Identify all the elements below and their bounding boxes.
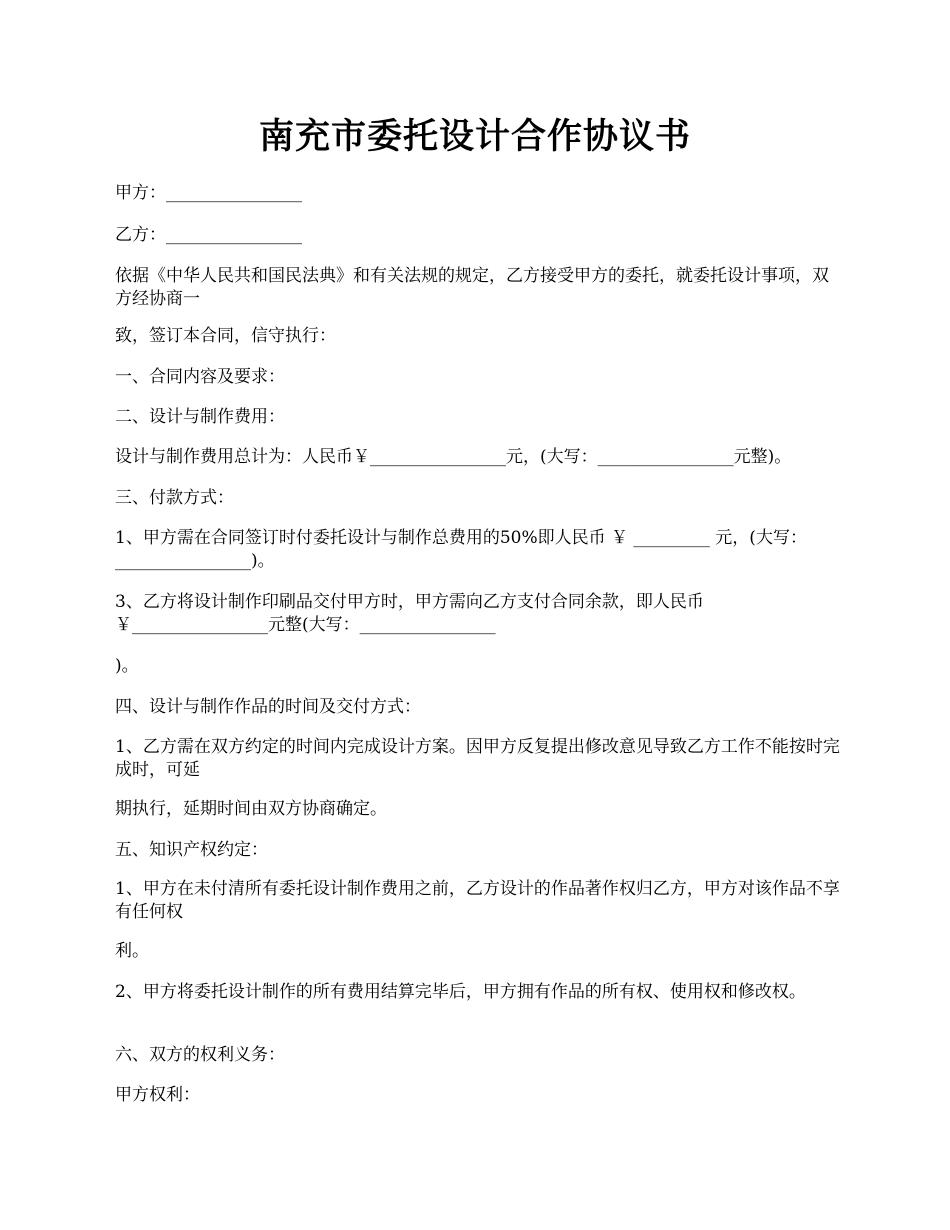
section-heading-6: 六、双方的权利义务： <box>115 1045 285 1065</box>
ip-clause-1: 1、甲方在未付清所有委托设计制作费用之前，乙方设计的作品著作权归乙方，甲方对该作品不享有任何权 <box>115 879 840 922</box>
section-heading-2: 二、设计与制作费用： <box>115 407 285 427</box>
payment-clause-3-continued: )。 <box>115 656 139 676</box>
intro-paragraph-continued: 致，签订本合同，信守执行： <box>115 326 336 346</box>
section-heading-5: 五、知识产权约定： <box>115 840 268 860</box>
party-b-line: 乙方：________________ <box>115 225 302 245</box>
document-title: 南充市委托设计合作协议书 <box>258 116 691 157</box>
section-heading-1: 一、合同内容及要求： <box>115 367 285 387</box>
section-heading-3: 三、付款方式： <box>115 488 234 508</box>
section-heading-4: 四、设计与制作作品的时间及交付方式： <box>115 697 421 717</box>
delivery-clause-1-continued: 期执行，延期时间由双方协商确定。 <box>115 799 387 819</box>
payment-clause-1: 1、甲方需在合同签订时付委托设计与制作总费用的50%即人民币 ￥ _________ 元，(大写：________________)。 <box>115 528 807 571</box>
party-a-rights-heading: 甲方权利： <box>115 1085 200 1105</box>
intro-paragraph: 依据《中华人民共和国民法典》和有关法规的规定，乙方接受甲方的委托，就委托设计事项，双方经协商一 <box>115 266 829 309</box>
party-a-line: 甲方：________________ <box>115 183 302 203</box>
ip-clause-1-continued: 利。 <box>115 941 149 961</box>
delivery-clause-1: 1、乙方需在双方约定的时间内完成设计方案。因甲方反复提出修改意见导致乙方工作不能按时完成时，可延 <box>115 737 840 780</box>
payment-clause-3: 3、乙方将设计制作印刷品交付甲方时，甲方需向乙方支付合同余款，即人民币￥________________元整(大写：________________ <box>115 592 704 635</box>
fee-total-line: 设计与制作费用总计为：人民币￥________________元，(大写：________________元整)。 <box>115 447 792 467</box>
ip-clause-2: 2、甲方将委托设计制作的所有费用结算完毕后，甲方拥有作品的所有权、使用权和修改权。 <box>115 982 806 1002</box>
